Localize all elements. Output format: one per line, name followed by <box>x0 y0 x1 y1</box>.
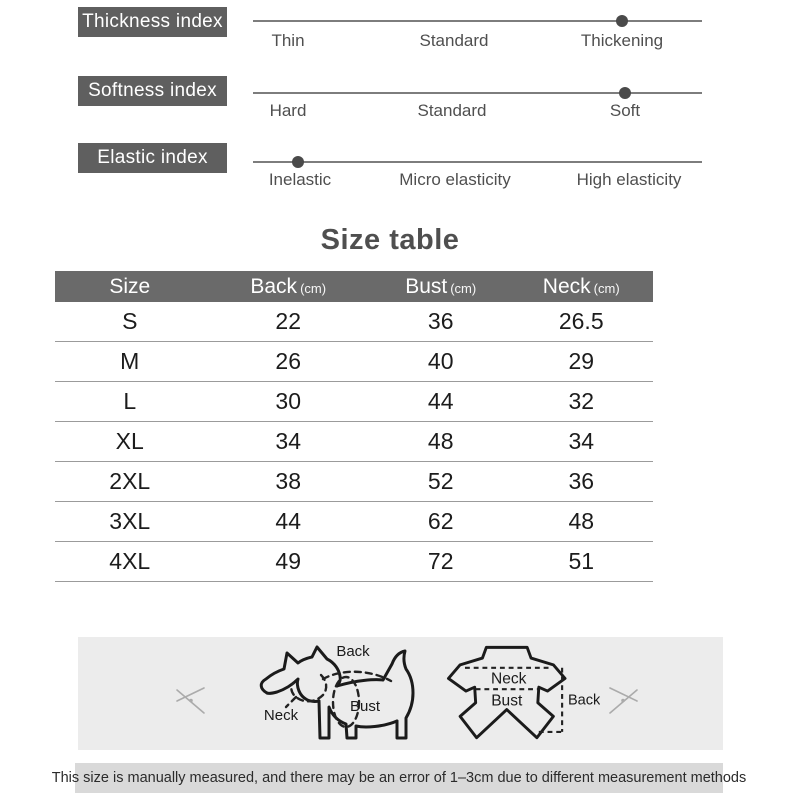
thickness-index-dot <box>616 15 628 27</box>
table-row: L 30 44 32 <box>55 382 653 422</box>
dog-measurement-diagram <box>253 641 425 746</box>
table-row: M 26 40 29 <box>55 342 653 382</box>
softness-index-badge: Softness index <box>78 76 227 106</box>
table-row: 4XL 49 72 51 <box>55 542 653 582</box>
elastic-option-inelastic: Inelastic <box>268 170 332 189</box>
prev-arrow-icon[interactable] <box>174 683 208 717</box>
garment-measurement-diagram <box>430 644 600 744</box>
next-arrow-icon[interactable] <box>606 683 640 717</box>
measurement-disclaimer <box>51 763 747 793</box>
garment-back-label: Back <box>567 692 600 709</box>
thickness-index-badge: Thickness index <box>78 7 227 37</box>
col-header-size: Size <box>55 271 205 302</box>
softness-option-standard: Standard <box>417 101 487 120</box>
thickness-option-thin: Thin <box>271 31 305 50</box>
elastic-index-slider <box>253 161 702 163</box>
col-header-neck: Neck (cm) <box>509 271 653 302</box>
size-table <box>55 271 653 582</box>
softness-index-slider <box>253 92 702 94</box>
dog-bust-label: Bust <box>349 698 381 715</box>
thickness-index-slider <box>253 20 702 22</box>
table-row: 2XL 38 52 36 <box>55 462 653 502</box>
dog-neck-label: Neck <box>263 707 299 724</box>
elastic-option-micro: Micro elasticity <box>399 170 511 189</box>
softness-index-dot <box>619 87 631 99</box>
elastic-option-high-elasticity: High elasticity <box>576 170 682 189</box>
thickness-option-thickening: Thickening <box>580 31 664 50</box>
garment-neck-label: Neck <box>490 670 527 688</box>
softness-option-soft: Soft <box>609 101 641 120</box>
col-header-bust: Bust (cm) <box>372 271 510 302</box>
unit-label: (cm) <box>450 280 477 296</box>
table-row: 3XL 44 62 48 <box>55 502 653 542</box>
size-table-title: Size table <box>320 224 460 256</box>
softness-option-hard: Hard <box>269 101 307 120</box>
garment-bust-label: Bust <box>491 692 523 710</box>
unit-label: (cm) <box>593 280 620 296</box>
dog-back-label: Back <box>336 643 370 660</box>
elastic-index-dot <box>292 156 304 168</box>
thickness-option-standard: Standard <box>419 31 489 50</box>
col-header-back: Back (cm) <box>205 271 372 302</box>
disclaimer-text: This size is manually measured, and there may be an error of 1–3cm due to different measurement methods <box>51 770 747 786</box>
measurement-diagram-band <box>78 637 723 750</box>
table-row: XL 34 48 34 <box>55 422 653 462</box>
elastic-index-badge: Elastic index <box>78 143 227 173</box>
size-table-header-row <box>55 271 653 302</box>
unit-label: (cm) <box>300 280 327 296</box>
table-row: S 22 36 26.5 <box>55 302 653 342</box>
